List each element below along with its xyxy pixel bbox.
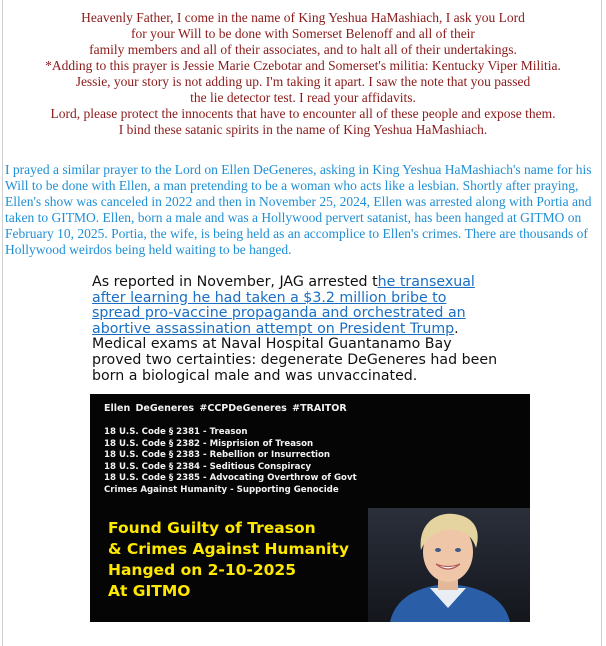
prayer-line: *Adding to this prayer is Jessie Marie Czebotar and Somerset's militia: Kentucky Viper Militia. xyxy=(45,58,561,73)
prayer-line: the lie detector test. I read your affidavits. xyxy=(190,90,416,105)
verdict-line: Hanged on 2-10-2025 xyxy=(108,561,297,579)
prayer-line: Heavenly Father, I come in the name of King Yeshua HaMashiach, I ask you Lord xyxy=(81,10,525,25)
report-line-2 xyxy=(92,291,532,307)
prayer-line: I bind these satanic spirits in the name of King Yeshua HaMashiach. xyxy=(118,122,488,137)
charge-item: 18 U.S. Code § 2381 - Treason xyxy=(104,427,248,437)
report-line-6: proved two certainties: degenerate DeGeneres had been xyxy=(92,351,498,368)
prayer-line: for your Will to be done with Somerset Belenoff and all of their xyxy=(131,26,475,41)
testimony-paragraph: I prayed a similar prayer to the Lord on Ellen DeGeneres, asking in King Yeshua HaMashiach's name for his Will to be done with Ellen, a man pretending to be a woman who acts like a lesbian. Shortly after praying, Ellen's show was canceled in 2022 and then in November 25, 2024, Ellen was arrested along with Portia and taken to GITMO. Ellen, born a male and was a Hollywood pervert satanist, has been hanged at GITMO on February 10, 2025. Portia, the wife, is being held as an accomplice to Ellen's crimes. There are thousands of Hollywood weirdos being held waiting to be hanged. xyxy=(5,162,592,257)
prayer-line: family members and all of their associates, and to halt all of their undertakings. xyxy=(89,42,517,57)
prayer-line: Jessie, your story is not adding up. I'm taking it apart. I saw the note that you passed xyxy=(75,74,531,89)
verdict-text xyxy=(108,518,349,602)
charge-item: 18 U.S. Code § 2384 - Seditious Conspiracy xyxy=(104,461,312,472)
report-link-part-2[interactable]: after learning he had taken a $3.2 million bribe to xyxy=(92,289,447,306)
report-line-5: Medical exams at Naval Hospital Guantanamo Bay xyxy=(92,336,452,353)
charges-list xyxy=(104,427,357,497)
news-report xyxy=(92,275,532,384)
report-line-1 xyxy=(92,275,532,291)
portrait-photo xyxy=(368,508,530,622)
report-link-part-4[interactable]: abortive assassination attempt on President Trump xyxy=(92,320,455,337)
report-link-part-3[interactable]: spread pro-vaccine propaganda and orchestrated an xyxy=(92,305,466,322)
report-intro: As reported in November, JAG arrested t xyxy=(92,274,378,290)
verdict-graphic xyxy=(90,394,530,622)
prayer-line: Lord, please protect the innocents that have to encounter all of these people and expose them. xyxy=(50,106,556,121)
report-line-4 xyxy=(92,322,532,338)
right-eye-shape xyxy=(455,548,461,552)
verdict-line: Found Guilty of Treason xyxy=(108,519,316,537)
report-line-7: born a biological male and was unvaccinated. xyxy=(92,367,418,384)
verdict-line: At GITMO xyxy=(108,582,191,600)
report-period: . xyxy=(454,320,459,337)
charge-item: Crimes Against Humanity - Supporting Genocide xyxy=(104,484,339,495)
graphic-header: Ellen DeGeneres #CCPDeGeneres #TRAITOR xyxy=(104,403,347,414)
prayer-block xyxy=(0,10,606,138)
left-eye-shape xyxy=(435,548,441,552)
charge-item: 18 U.S. Code § 2382 - Misprision of Treason xyxy=(104,438,314,449)
verdict-line: & Crimes Against Humanity xyxy=(108,540,349,558)
charge-item: 18 U.S. Code § 2385 - Advocating Overthrow of Govt xyxy=(104,473,357,484)
report-link-part-1[interactable]: he transexual xyxy=(377,274,475,290)
charge-item: 18 U.S. Code § 2383 - Rebellion or Insurrection xyxy=(104,450,331,461)
report-line-3 xyxy=(92,306,532,322)
